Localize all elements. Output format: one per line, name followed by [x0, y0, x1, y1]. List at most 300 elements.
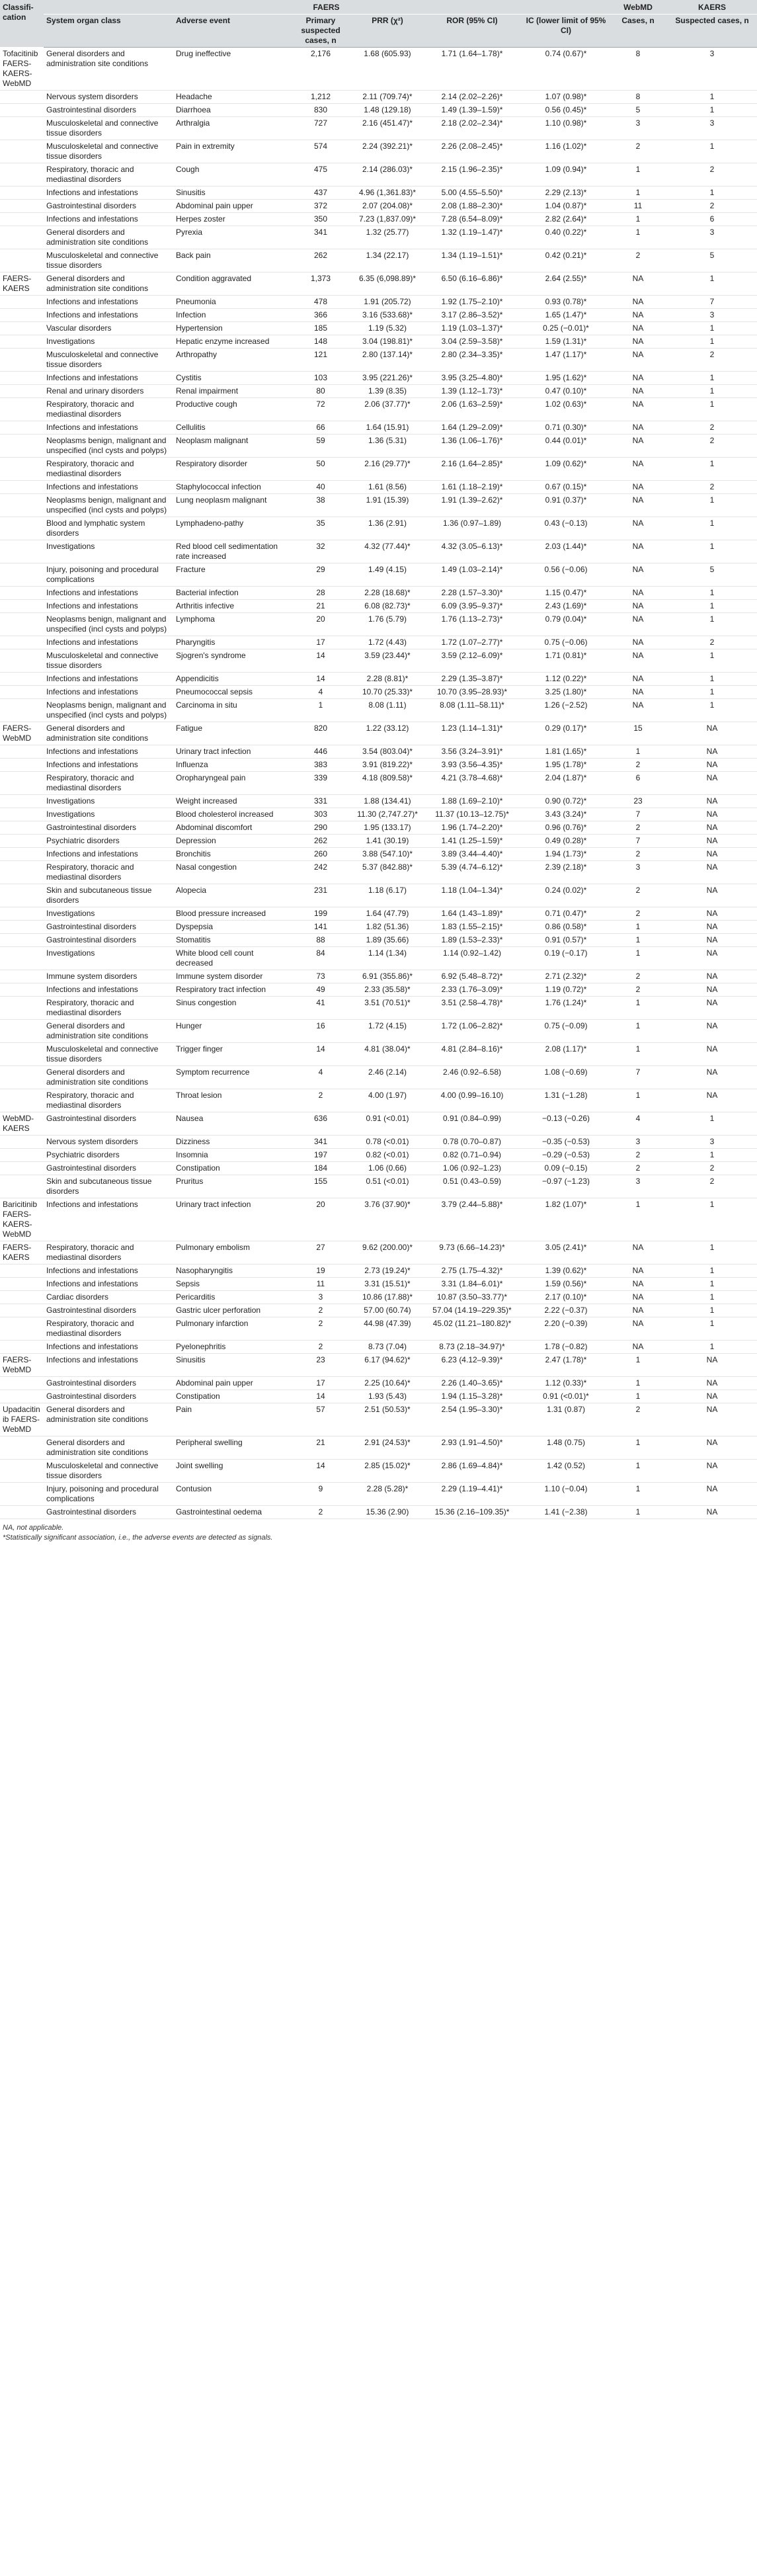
cell-ic: 0.19 (−0.17) [523, 947, 609, 970]
cell-prr: 7.23 (1,837.09)* [354, 213, 421, 226]
cell-classification [0, 649, 44, 673]
cell-kaers-cases: 1 [667, 140, 757, 163]
cell-ic: 2.22 (−0.37) [523, 1304, 609, 1317]
cell-adverse-event: Pain [173, 1403, 288, 1436]
cell-kaers-cases: 1 [667, 600, 757, 613]
cell-kaers-cases: 1 [667, 1317, 757, 1341]
cell-primary-suspected: 66 [288, 421, 354, 435]
cell-adverse-event: Bronchitis [173, 848, 288, 861]
header-prr: PRR (χ²) [354, 15, 421, 48]
cell-classification [0, 808, 44, 821]
cell-webmd-cases: NA [609, 613, 667, 636]
cell-system-organ-class: Infections and infestations [44, 673, 173, 686]
cell-webmd-cases: 1 [609, 1377, 667, 1390]
cell-system-organ-class: Gastrointestinal disorders [44, 104, 173, 117]
table-row [0, 421, 757, 435]
cell-kaers-cases: NA [667, 970, 757, 983]
cell-ror: 8.73 (2.18–34.97)* [421, 1341, 523, 1354]
header-system-organ-class: System organ class [44, 15, 173, 48]
cell-prr: 0.51 (<0.01) [354, 1175, 421, 1198]
cell-system-organ-class: Musculoskeletal and connective tissue disorders [44, 649, 173, 673]
cell-primary-suspected: 341 [288, 226, 354, 249]
cell-classification [0, 249, 44, 272]
cell-kaers-cases: NA [667, 1354, 757, 1377]
cell-primary-suspected: 2 [288, 1506, 354, 1519]
cell-webmd-cases: NA [609, 649, 667, 673]
cell-webmd-cases: NA [609, 517, 667, 540]
cell-primary-suspected: 72 [288, 398, 354, 421]
cell-ror: 11.37 (10.13–12.75)* [421, 808, 523, 821]
cell-ror: 2.16 (1.64–2.85)* [421, 458, 523, 481]
cell-system-organ-class: Infections and infestations [44, 1278, 173, 1291]
cell-classification [0, 759, 44, 772]
cell-system-organ-class: Respiratory, thoracic and mediastinal disorders [44, 1317, 173, 1341]
table-row [0, 104, 757, 117]
cell-primary-suspected: 41 [288, 997, 354, 1020]
cell-ic: 2.39 (2.18)* [523, 861, 609, 884]
cell-classification [0, 296, 44, 309]
cell-webmd-cases: 1 [609, 226, 667, 249]
cell-classification [0, 636, 44, 649]
cell-ror: 3.31 (1.84–6.01)* [421, 1278, 523, 1291]
cell-webmd-cases: 4 [609, 1112, 667, 1136]
cell-system-organ-class: Infections and infestations [44, 636, 173, 649]
cell-ic: 1.81 (1.65)* [523, 745, 609, 759]
table-row [0, 835, 757, 848]
cell-prr: 1.76 (5.79) [354, 613, 421, 636]
cell-kaers-cases: NA [667, 1089, 757, 1112]
cell-prr: 1.48 (129.18) [354, 104, 421, 117]
cell-primary-suspected: 88 [288, 934, 354, 947]
cell-primary-suspected: 475 [288, 163, 354, 187]
table-row [0, 48, 757, 91]
cell-prr: 1.36 (5.31) [354, 435, 421, 458]
cell-system-organ-class: General disorders and administration site conditions [44, 48, 173, 91]
cell-system-organ-class: Cardiac disorders [44, 1291, 173, 1304]
cell-ror: 1.92 (1.75–2.10)* [421, 296, 523, 309]
cell-kaers-cases: 1 [667, 1278, 757, 1291]
cell-prr: 2.28 (18.68)* [354, 587, 421, 600]
cell-ic: 0.93 (0.78)* [523, 296, 609, 309]
cell-ror: 3.79 (2.44–5.88)* [421, 1198, 523, 1241]
cell-adverse-event: Peripheral swelling [173, 1436, 288, 1460]
cell-system-organ-class: Respiratory, thoracic and mediastinal disorders [44, 163, 173, 187]
cell-prr: 1.72 (4.43) [354, 636, 421, 649]
table-row [0, 1304, 757, 1317]
cell-ror: 10.70 (3.95–28.93)* [421, 686, 523, 699]
header-kaers: KAERS [667, 0, 757, 15]
cell-kaers-cases: 1 [667, 385, 757, 398]
cell-classification [0, 1304, 44, 1317]
cell-adverse-event: Hypertension [173, 322, 288, 335]
cell-system-organ-class: Infections and infestations [44, 1265, 173, 1278]
header-classification: Classifi-cation [0, 0, 44, 48]
table-row [0, 613, 757, 636]
table-row [0, 1198, 757, 1241]
cell-system-organ-class: Infections and infestations [44, 309, 173, 322]
table-row [0, 997, 757, 1020]
cell-system-organ-class: General disorders and administration site conditions [44, 1066, 173, 1089]
table-row [0, 970, 757, 983]
table-row [0, 821, 757, 835]
cell-kaers-cases: 1 [667, 540, 757, 563]
cell-adverse-event: Nasopharyngitis [173, 1265, 288, 1278]
cell-ror: 45.02 (11.21–180.82)* [421, 1317, 523, 1341]
cell-system-organ-class: Infections and infestations [44, 745, 173, 759]
cell-primary-suspected: 830 [288, 104, 354, 117]
cell-webmd-cases: 3 [609, 861, 667, 884]
table-row [0, 587, 757, 600]
cell-ror: 0.78 (0.70–0.87) [421, 1136, 523, 1149]
cell-adverse-event: Urinary tract infection [173, 745, 288, 759]
cell-adverse-event: Pulmonary infarction [173, 1317, 288, 1341]
cell-classification [0, 884, 44, 907]
cell-ic: 1.02 (0.63)* [523, 398, 609, 421]
cell-webmd-cases: 2 [609, 1149, 667, 1162]
cell-prr: 2.16 (451.47)* [354, 117, 421, 140]
cell-primary-suspected: 21 [288, 1436, 354, 1460]
cell-primary-suspected: 17 [288, 1377, 354, 1390]
cell-primary-suspected: 21 [288, 600, 354, 613]
cell-webmd-cases: NA [609, 699, 667, 722]
table-row [0, 296, 757, 309]
cell-primary-suspected: 20 [288, 613, 354, 636]
cell-prr: 3.76 (37.90)* [354, 1198, 421, 1241]
cell-ic: 1.94 (1.73)* [523, 848, 609, 861]
cell-kaers-cases: NA [667, 722, 757, 745]
cell-ror: 4.21 (3.78–4.68)* [421, 772, 523, 795]
cell-adverse-event: Contusion [173, 1483, 288, 1506]
cell-primary-suspected: 35 [288, 517, 354, 540]
cell-webmd-cases: NA [609, 540, 667, 563]
table-row [0, 1265, 757, 1278]
cell-classification [0, 309, 44, 322]
cell-prr: 1.64 (47.79) [354, 907, 421, 921]
cell-kaers-cases: NA [667, 1506, 757, 1519]
cell-adverse-event: Pharyngitis [173, 636, 288, 649]
cell-adverse-event: Abdominal pain upper [173, 1377, 288, 1390]
cell-ror: 1.64 (1.43–1.89)* [421, 907, 523, 921]
cell-adverse-event: Lymphadeno-pathy [173, 517, 288, 540]
cell-kaers-cases: NA [667, 795, 757, 808]
cell-system-organ-class: Skin and subcutaneous tissue disorders [44, 1175, 173, 1198]
cell-ror: 4.32 (3.05–6.13)* [421, 540, 523, 563]
cell-primary-suspected: 49 [288, 983, 354, 997]
cell-primary-suspected: 1,212 [288, 91, 354, 104]
cell-webmd-cases: 1 [609, 1198, 667, 1241]
cell-classification [0, 1175, 44, 1198]
cell-webmd-cases: 1 [609, 1483, 667, 1506]
cell-ic: 1.19 (0.72)* [523, 983, 609, 997]
table-body [0, 48, 757, 1519]
cell-primary-suspected: 59 [288, 435, 354, 458]
cell-ror: 3.89 (3.44–4.40)* [421, 848, 523, 861]
cell-adverse-event: Insomnia [173, 1149, 288, 1162]
cell-prr: 1.22 (33.12) [354, 722, 421, 745]
cell-kaers-cases: 2 [667, 349, 757, 372]
cell-prr: 3.04 (198.81)* [354, 335, 421, 349]
cell-ror: 2.75 (1.75–4.32)* [421, 1265, 523, 1278]
cell-webmd-cases: NA [609, 335, 667, 349]
cell-adverse-event: Productive cough [173, 398, 288, 421]
cell-prr: 3.51 (70.51)* [354, 997, 421, 1020]
cell-prr: 1.68 (605.93) [354, 48, 421, 91]
table-row [0, 213, 757, 226]
cell-ror: 1.64 (1.29–2.09)* [421, 421, 523, 435]
header-adverse-event: Adverse event [173, 15, 288, 48]
cell-adverse-event: Sinus congestion [173, 997, 288, 1020]
cell-ic: 2.47 (1.78)* [523, 1354, 609, 1377]
cell-ic: 0.47 (0.10)* [523, 385, 609, 398]
cell-webmd-cases: 1 [609, 1390, 667, 1403]
cell-ic: 1.09 (0.62)* [523, 458, 609, 481]
cell-classification [0, 1377, 44, 1390]
cell-ic: 1.07 (0.98)* [523, 91, 609, 104]
cell-ror: 2.46 (0.92–6.58) [421, 1066, 523, 1089]
cell-prr: 2.28 (5.28)* [354, 1483, 421, 1506]
cell-ror: 3.17 (2.86–3.52)* [421, 309, 523, 322]
cell-adverse-event: Staphylococcal infection [173, 481, 288, 494]
cell-ror: 1.91 (1.39–2.62)* [421, 494, 523, 517]
cell-webmd-cases: NA [609, 1304, 667, 1317]
cell-ror: 1.36 (0.97–1.89) [421, 517, 523, 540]
cell-ror: 4.00 (0.99–16.10) [421, 1089, 523, 1112]
cell-classification [0, 494, 44, 517]
cell-kaers-cases: NA [667, 997, 757, 1020]
cell-classification [0, 772, 44, 795]
cell-kaers-cases: NA [667, 947, 757, 970]
cell-adverse-event: Carcinoma in situ [173, 699, 288, 722]
table-row [0, 808, 757, 821]
cell-prr: 0.78 (<0.01) [354, 1136, 421, 1149]
cell-ic: 1.78 (−0.82) [523, 1341, 609, 1354]
table-row [0, 722, 757, 745]
cell-system-organ-class: Gastrointestinal disorders [44, 1377, 173, 1390]
cell-system-organ-class: Gastrointestinal disorders [44, 921, 173, 934]
cell-primary-suspected: 3 [288, 1291, 354, 1304]
cell-kaers-cases: 1 [667, 699, 757, 722]
cell-system-organ-class: Respiratory, thoracic and mediastinal disorders [44, 398, 173, 421]
cell-classification [0, 1506, 44, 1519]
cell-primary-suspected: 260 [288, 848, 354, 861]
cell-ic: 0.91 (0.37)* [523, 494, 609, 517]
cell-webmd-cases: 1 [609, 1354, 667, 1377]
cell-system-organ-class: Infections and infestations [44, 213, 173, 226]
cell-ror: 1.49 (1.03–2.14)* [421, 563, 523, 587]
table-row [0, 1162, 757, 1175]
cell-system-organ-class: Neoplasms benign, malignant and unspecified (incl cysts and polyps) [44, 494, 173, 517]
cell-ic: 2.29 (2.13)* [523, 187, 609, 200]
cell-ic: 3.43 (3.24)* [523, 808, 609, 821]
cell-webmd-cases: NA [609, 1241, 667, 1265]
cell-system-organ-class: Investigations [44, 808, 173, 821]
cell-kaers-cases: NA [667, 1436, 757, 1460]
table-row [0, 1403, 757, 1436]
cell-primary-suspected: 2 [288, 1317, 354, 1341]
cell-adverse-event: Fracture [173, 563, 288, 587]
cell-adverse-event: Drug ineffective [173, 48, 288, 91]
cell-adverse-event: Respiratory disorder [173, 458, 288, 481]
cell-classification [0, 104, 44, 117]
cell-classification [0, 686, 44, 699]
cell-webmd-cases: 2 [609, 759, 667, 772]
cell-webmd-cases: 8 [609, 91, 667, 104]
cell-prr: 0.91 (<0.01) [354, 1112, 421, 1136]
cell-kaers-cases: 1 [667, 272, 757, 296]
cell-prr: 6.91 (355.86)* [354, 970, 421, 983]
cell-system-organ-class: Infections and infestations [44, 848, 173, 861]
cell-webmd-cases: 5 [609, 104, 667, 117]
cell-primary-suspected: 9 [288, 1483, 354, 1506]
cell-system-organ-class: Infections and infestations [44, 481, 173, 494]
cell-ic: 2.64 (2.55)* [523, 272, 609, 296]
cell-prr: 15.36 (2.90) [354, 1506, 421, 1519]
table-row [0, 600, 757, 613]
cell-system-organ-class: Infections and infestations [44, 1354, 173, 1377]
cell-adverse-event: Dizziness [173, 1136, 288, 1149]
cell-kaers-cases: 1 [667, 335, 757, 349]
table-row [0, 1460, 757, 1483]
cell-system-organ-class: Gastrointestinal disorders [44, 934, 173, 947]
cell-webmd-cases: 3 [609, 1136, 667, 1149]
cell-system-organ-class: Infections and infestations [44, 587, 173, 600]
cell-system-organ-class: Vascular disorders [44, 322, 173, 335]
cell-classification [0, 699, 44, 722]
cell-adverse-event: Lymphoma [173, 613, 288, 636]
cell-system-organ-class: Respiratory, thoracic and mediastinal disorders [44, 458, 173, 481]
cell-system-organ-class: Psychiatric disorders [44, 1149, 173, 1162]
cell-ic: 3.25 (1.80)* [523, 686, 609, 699]
cell-primary-suspected: 727 [288, 117, 354, 140]
cell-kaers-cases: 1 [667, 494, 757, 517]
cell-ror: 1.88 (1.69–2.10)* [421, 795, 523, 808]
cell-webmd-cases: NA [609, 600, 667, 613]
cell-classification [0, 163, 44, 187]
cell-adverse-event: Symptom recurrence [173, 1066, 288, 1089]
cell-ror: 1.72 (1.07–2.77)* [421, 636, 523, 649]
cell-adverse-event: Cough [173, 163, 288, 187]
cell-webmd-cases: NA [609, 309, 667, 322]
cell-ic: 0.43 (−0.13) [523, 517, 609, 540]
cell-primary-suspected: 636 [288, 1112, 354, 1136]
cell-primary-suspected: 84 [288, 947, 354, 970]
cell-ic: −0.29 (−0.53) [523, 1149, 609, 1162]
cell-ic: 0.75 (−0.09) [523, 1020, 609, 1043]
cell-classification [0, 563, 44, 587]
cell-ic: 1.31 (−1.28) [523, 1089, 609, 1112]
cell-ror: 6.09 (3.95–9.37)* [421, 600, 523, 613]
cell-classification [0, 187, 44, 200]
cell-system-organ-class: Gastrointestinal disorders [44, 1304, 173, 1317]
cell-prr: 2.25 (10.64)* [354, 1377, 421, 1390]
cell-classification: Baricitinib FAERS-KAERS-WebMD [0, 1198, 44, 1241]
cell-ror: 57.04 (14.19–229.35)* [421, 1304, 523, 1317]
cell-prr: 6.35 (6,098.89)* [354, 272, 421, 296]
cell-adverse-event: Gastrointestinal oedema [173, 1506, 288, 1519]
cell-system-organ-class: Injury, poisoning and procedural complications [44, 563, 173, 587]
cell-prr: 2.73 (19.24)* [354, 1265, 421, 1278]
cell-ror: 6.50 (6.16–6.86)* [421, 272, 523, 296]
cell-prr: 1.18 (6.17) [354, 884, 421, 907]
cell-classification: WebMD-KAERS [0, 1112, 44, 1136]
table-row [0, 1291, 757, 1304]
cell-webmd-cases: 1 [609, 1506, 667, 1519]
cell-prr: 2.91 (24.53)* [354, 1436, 421, 1460]
cell-ror: 2.26 (1.40–3.65)* [421, 1377, 523, 1390]
cell-prr: 1.82 (51.36) [354, 921, 421, 934]
table-row [0, 947, 757, 970]
cell-kaers-cases: NA [667, 1066, 757, 1089]
cell-kaers-cases: 1 [667, 1291, 757, 1304]
cell-adverse-event: Weight increased [173, 795, 288, 808]
cell-kaers-cases: 2 [667, 163, 757, 187]
cell-ic: 1.16 (1.02)* [523, 140, 609, 163]
cell-webmd-cases: NA [609, 372, 667, 385]
cell-ic: 1.76 (1.24)* [523, 997, 609, 1020]
cell-kaers-cases: NA [667, 907, 757, 921]
cell-system-organ-class: Neoplasms benign, malignant and unspecified (incl cysts and polyps) [44, 699, 173, 722]
table-row [0, 1341, 757, 1354]
cell-ror: 1.18 (1.04–1.34)* [421, 884, 523, 907]
cell-kaers-cases: 1 [667, 1112, 757, 1136]
table-row [0, 1066, 757, 1089]
cell-prr: 1.34 (22.17) [354, 249, 421, 272]
cell-kaers-cases: 1 [667, 686, 757, 699]
cell-classification [0, 540, 44, 563]
cell-classification [0, 226, 44, 249]
cell-primary-suspected: 2,176 [288, 48, 354, 91]
cell-prr: 1.88 (134.41) [354, 795, 421, 808]
cell-classification [0, 587, 44, 600]
cell-webmd-cases: 2 [609, 1403, 667, 1436]
table-row [0, 187, 757, 200]
cell-kaers-cases: 1 [667, 187, 757, 200]
cell-system-organ-class: Skin and subcutaneous tissue disorders [44, 884, 173, 907]
cell-adverse-event: Trigger finger [173, 1043, 288, 1066]
cell-ror: 0.82 (0.71–0.94) [421, 1149, 523, 1162]
cell-ror: 2.26 (2.08–2.45)* [421, 140, 523, 163]
cell-primary-suspected: 14 [288, 1390, 354, 1403]
cell-system-organ-class: Gastrointestinal disorders [44, 1112, 173, 1136]
cell-ic: −0.13 (−0.26) [523, 1112, 609, 1136]
cell-prr: 5.37 (842.88)* [354, 861, 421, 884]
cell-ic: 0.29 (0.17)* [523, 722, 609, 745]
cell-adverse-event: Bacterial infection [173, 587, 288, 600]
cell-classification [0, 1066, 44, 1089]
cell-webmd-cases: 7 [609, 835, 667, 848]
cell-classification [0, 517, 44, 540]
table-row [0, 1436, 757, 1460]
cell-prr: 3.91 (819.22)* [354, 759, 421, 772]
cell-system-organ-class: Investigations [44, 335, 173, 349]
cell-adverse-event: Abdominal pain upper [173, 200, 288, 213]
cell-prr: 1.06 (0.66) [354, 1162, 421, 1175]
cell-system-organ-class: Gastrointestinal disorders [44, 1162, 173, 1175]
cell-webmd-cases: 11 [609, 200, 667, 213]
cell-primary-suspected: 197 [288, 1149, 354, 1162]
cell-webmd-cases: 7 [609, 1066, 667, 1089]
cell-classification: FAERS-WebMD [0, 1354, 44, 1377]
cell-adverse-event: Appendicitis [173, 673, 288, 686]
cell-ror: 3.51 (2.58–4.78)* [421, 997, 523, 1020]
cell-system-organ-class: Infections and infestations [44, 759, 173, 772]
cell-ic: 1.59 (0.56)* [523, 1278, 609, 1291]
cell-classification [0, 200, 44, 213]
cell-primary-suspected: 574 [288, 140, 354, 163]
cell-kaers-cases: 3 [667, 1136, 757, 1149]
cell-primary-suspected: 331 [288, 795, 354, 808]
cell-ror: 1.39 (1.12–1.73)* [421, 385, 523, 398]
